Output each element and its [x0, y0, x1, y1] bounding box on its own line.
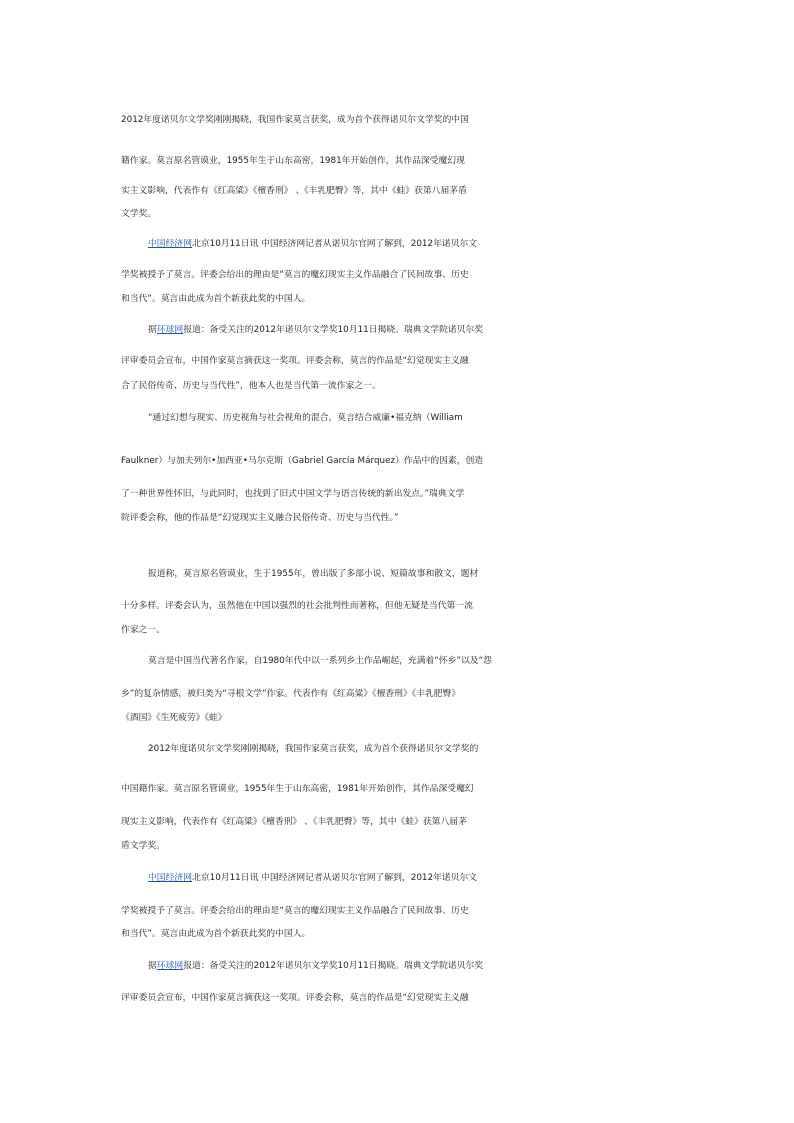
p3-line-1 [0, 321, 794, 339]
p7-line-4: 盾文学奖。 [121, 841, 165, 851]
p6-line-3: 《酒国》《生死疲劳》《蛙》 [121, 713, 227, 723]
link-china-economic-net[interactable]: 中国经济网 [148, 239, 192, 249]
p5-line-3: 作家之一。 [121, 625, 165, 635]
p3-line-3: 合了民俗传奇、历史与当代性”，他本人也是当代第一流作家之一。 [121, 381, 381, 391]
p2-line-2: 学奖被授予了莫言。评委会给出的理由是“莫言的魔幻现实主义作品融合了民间故事、历史 [121, 270, 469, 280]
p5-line-2: 十分多样。评委会认为，虽然他在中国以强烈的社会批判性而著称，但他无疑是当代第一流 [121, 601, 473, 611]
p1-line-3: 实主义影响，代表作有《红高粱》《檀香刑》 、《丰乳肥臀》等，其中《蛙》获第八届茅盾 [121, 186, 467, 196]
p8-line-2: 学奖被授予了莫言。评委会给出的理由是“莫言的魔幻现实主义作品融合了民间故事、历史 [121, 906, 469, 916]
link-china-economic-net-2[interactable]: 中国经济网 [148, 873, 192, 883]
p1-line-1: 2012年度诺贝尔文学奖刚刚揭晓，我国作家莫言获奖，成为首个获得诺贝尔文学奖的中国 [121, 115, 469, 125]
p3-line-1-text: 报道：备受关注的2012年诺贝尔文学奖10月11日揭晓。瑞典文学院诺贝尔奖 [183, 325, 484, 335]
link-huanqiu-net-2[interactable]: 环球网 [156, 961, 184, 971]
p3-prefix: 据 [148, 325, 157, 335]
p9-prefix: 据 [148, 961, 157, 971]
p1-line-4: 文学奖。 [121, 209, 157, 219]
p9-line-1-text: 报道：备受关注的2012年诺贝尔文学奖10月11日揭晓。瑞典文学院诺贝尔奖 [183, 961, 484, 971]
p7-line-2: 中国籍作家。莫言原名管谟业，1955年生于山东高密，1981年开始创作，其作品深受魔幻 [121, 784, 474, 794]
p4-line-4: 院评委会称，他的作品是“幻觉现实主义融合民俗传奇、历史与当代性。” [121, 513, 399, 523]
p3-line-2: 评审委员会宣布，中国作家莫言摘获这一奖项。评委会称，莫言的作品是“幻觉现实主义融 [121, 356, 469, 366]
p4-line-1: “通过幻想与现实、历史视角与社会视角的混合，莫言结合威廉•福克纳（William [148, 413, 463, 423]
p6-line-2: 乡”的复杂情感，被归类为“寻根文学”作家。代表作有《红高粱》《檀香刑》《丰乳肥臀》 [121, 689, 461, 699]
p4-line-3: 了一种世界性怀旧，与此同时，也找到了旧式中国文学与语言传统的新出发点。”瑞典文学 [121, 489, 465, 499]
p8-line-1-text: 北京10月11日讯 中国经济网记者从诺贝尔官网了解到，2012年诺贝尔文 [192, 873, 478, 883]
p4-line-2: Faulkner）与加夫列尔•加西亚•马尔克斯（Gabriel García Márquez）作品中的因素，创造 [121, 456, 484, 466]
p7-line-3: 现实主义影响，代表作有《红高粱》《檀香刑》 、《丰乳肥臀》等，其中《蛙》获第八届茅 [121, 817, 467, 827]
p2-line-1-text: 北京10月11日讯 中国经济网记者从诺贝尔官网了解到，2012年诺贝尔文 [192, 239, 478, 249]
p2-line-1 [0, 235, 794, 253]
p6-line-1: 莫言是中国当代著名作家，自1980年代中以一系列乡土作品崛起，充满着“怀乡”以及“怨 [148, 656, 492, 666]
p7-line-1: 2012年度诺贝尔文学奖刚刚揭晓，我国作家莫言获奖，成为首个获得诺贝尔文学奖的 [148, 744, 479, 754]
link-huanqiu-net[interactable]: 环球网 [156, 325, 184, 335]
p1-line-2: 籍作家。莫言原名管谟业，1955年生于山东高密，1981年开始创作，其作品深受魔幻现 [121, 156, 465, 166]
p8-line-3: 和当代”。莫言由此成为首个新获此奖的中国人。 [121, 929, 311, 939]
p9-line-2: 评审委员会宣布，中国作家莫言摘获这一奖项。评委会称，莫言的作品是“幻觉现实主义融 [121, 993, 469, 1003]
p9-line-1 [0, 957, 794, 975]
p8-line-1 [0, 869, 794, 887]
p2-line-3: 和当代”。莫言由此成为首个新获此奖的中国人。 [121, 294, 311, 304]
p5-line-1: 报道称，莫言原名管谟业，生于1955年，曾出版了多部小说、短篇故事和散文，题材 [148, 569, 479, 579]
